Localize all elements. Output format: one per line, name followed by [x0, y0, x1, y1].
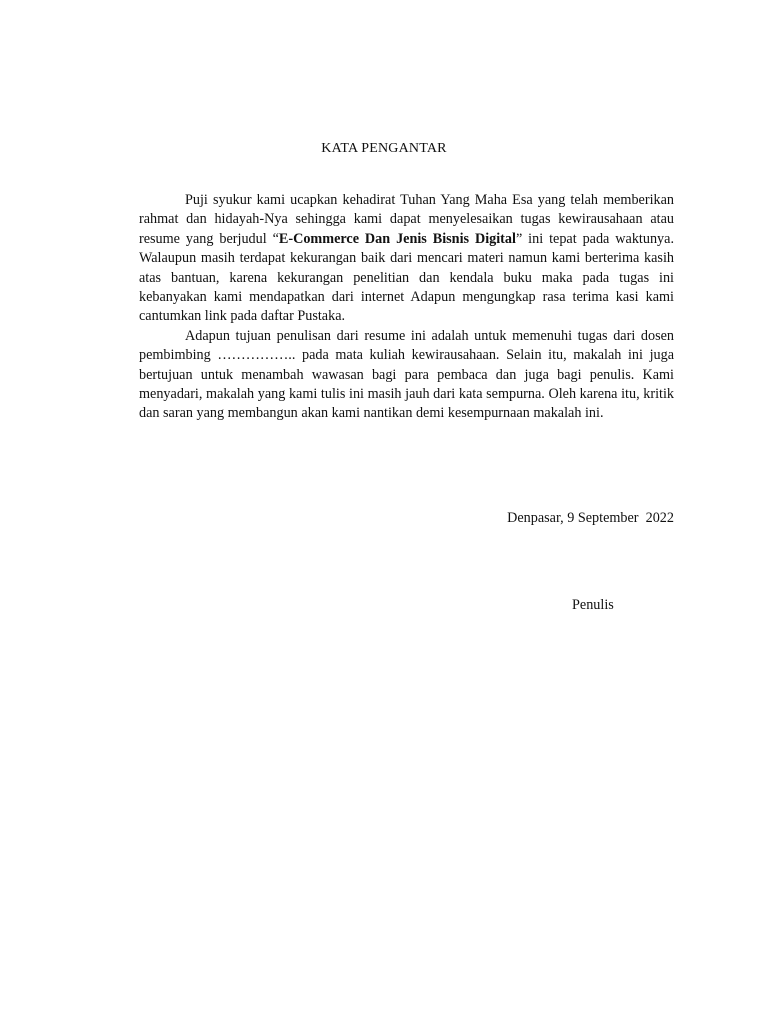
paragraph-purpose: Adapun tujuan penulisan dari resume ini adalah untuk memenuhi tugas dari dosen pembimbing …………….. pada mata kuliah kewirausahaan. Selain itu, makalah ini juga bertujuan untuk menambah wawasan bagi para pembaca dan juga bagi penulis. Kami menyadari, makalah yang kami tulis ini masih jauh dari kata sempurna. Oleh karena itu, kritik dan saran yang membangun akan kami nantikan demi kesempurnaan makalah ini.: [139, 327, 674, 422]
paragraph-intro: [139, 191, 674, 327]
body-text: [139, 191, 674, 424]
paragraph-intro-after: ” ini tepat pada waktunya. Walaupun masih terdapat kekurangan baik dari mencari materi namun kami berterima kasih atas bantuan, karena kekurangan penelitian dan kendala buku maka pada tugas ini kebanyakan kami mendapatkan dari internet Adapun mengungkap rasa terima kasi kami cantumkan link pada daftar Pustaka.: [139, 230, 674, 325]
paragraph-intro-before: Puji syukur kami ucapkan kehadirat Tuhan Yang Maha Esa yang telah memberikan rahmat dan hidayah-Nya sehingga kami dapat menyelesaikan tugas kewirausahaan atau resume yang berjudul “: [139, 192, 674, 247]
resume-title-highlight: E-Commerce Dan Jenis Bisnis Digital: [278, 230, 516, 247]
signer-label: Penulis: [572, 597, 614, 613]
page-title: KATA PENGANTAR: [321, 141, 447, 156]
place-date: Denpasar, 9 September 2022: [507, 510, 674, 526]
